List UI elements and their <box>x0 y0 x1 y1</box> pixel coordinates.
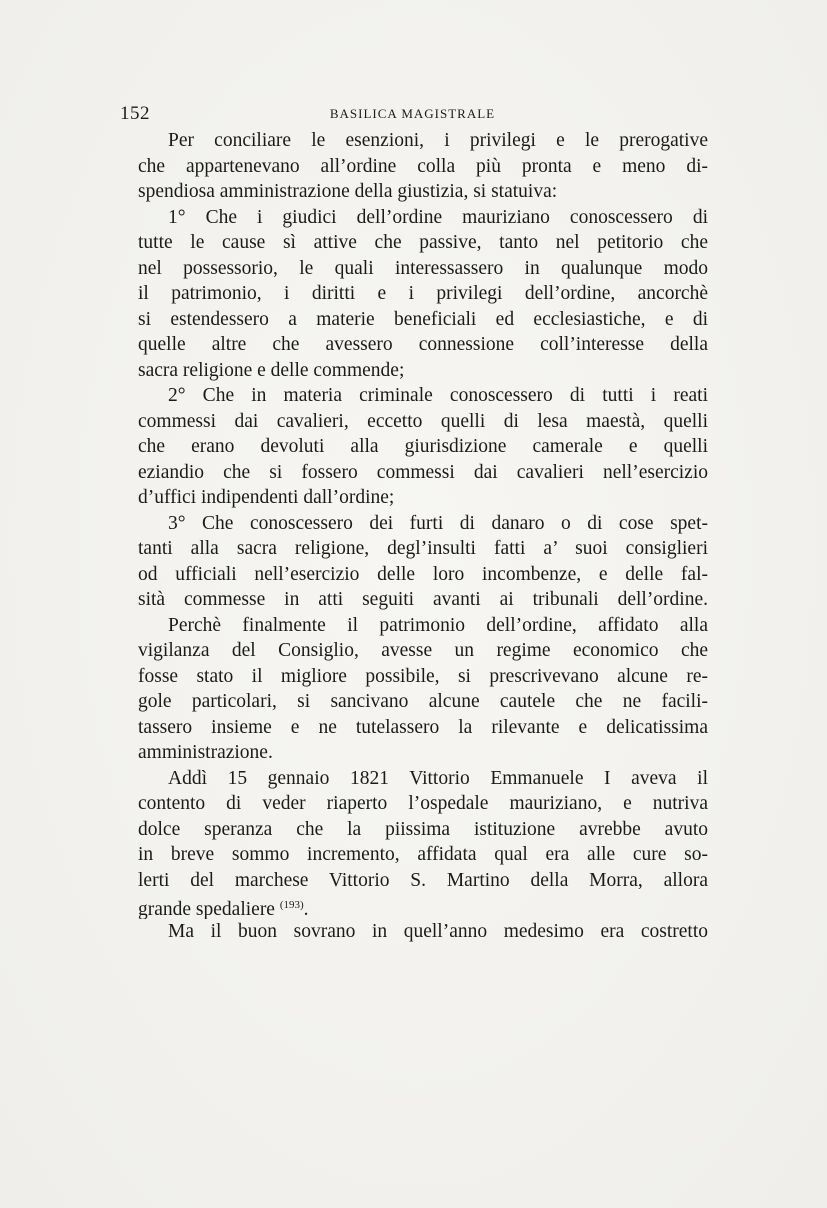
text-line <box>138 791 708 817</box>
text-line <box>138 154 708 180</box>
text-line <box>138 766 708 792</box>
line-text: sità commesse in atti seguiti avanti ai tribunali dell’ordine. <box>138 589 708 610</box>
line-text: lerti del marchese Vittorio S. Martino della Morra, allora <box>138 869 708 891</box>
line-text: Addì 15 gennaio 1821 Vittorio Emmanuele I aveva il <box>168 767 708 789</box>
text-line <box>138 842 708 868</box>
text-line <box>138 868 708 894</box>
text-line <box>138 613 708 639</box>
line-text: amministrazione. <box>138 742 273 763</box>
page-number: 152 <box>120 103 150 124</box>
line-text: eziandio che si fossero commessi dai cavalieri nell’esercizio <box>138 461 708 483</box>
line-text: quelle altre che avessero connessione coll’interesse della <box>138 334 708 355</box>
line-text: Perchè finalmente il patrimonio dell’ordine, affidato alla <box>168 614 708 636</box>
body-text <box>138 128 708 944</box>
line-text: Ma il buon sovrano in quell’anno medesimo era costretto <box>168 920 708 942</box>
line-text: gole particolari, si sancivano alcune cautele che ne facili- <box>138 691 708 712</box>
text-line <box>138 919 708 945</box>
line-text: sacra religione e delle commende; <box>138 359 405 381</box>
line-text: commessi dai cavalieri, eccetto quelli di lesa maestà, quelli <box>138 410 708 432</box>
line-text: d’uffici indipendenti dall’ordine; <box>138 487 395 508</box>
text-line <box>138 664 708 690</box>
text-line <box>138 638 708 664</box>
text-line <box>138 281 708 307</box>
line-text: Per conciliare le esenzioni, i privilegi e le prerogative <box>168 130 708 151</box>
text-line <box>138 383 708 409</box>
text-line <box>138 587 708 613</box>
text-line <box>138 230 708 256</box>
line-text: dolce speranza che la piissima istituzione avrebbe avuto <box>138 818 708 840</box>
footnote-reference: (193) <box>279 899 304 911</box>
text-line <box>138 562 708 588</box>
text-line <box>138 256 708 282</box>
page-header <box>120 103 705 127</box>
line-text: si estendessero a materie beneficiali ed ecclesiastiche, e di <box>138 308 708 330</box>
text-line <box>138 358 708 384</box>
line-text: 1° Che i giudici dell’ordine mauriziano conoscessero di <box>168 206 708 228</box>
line-text: 2° Che in materia criminale conoscessero di tutti i reati <box>168 385 708 406</box>
text-line <box>138 205 708 231</box>
text-line <box>138 893 708 919</box>
line-text: fosse stato il migliore possibile, si prescrivevano alcune re- <box>138 665 708 687</box>
line-text: vigilanza del Consiglio, avesse un regime economico che <box>138 640 708 661</box>
line-text: tassero insieme e ne tutelassero la rilevante e delicatissima <box>138 716 708 738</box>
text-line <box>138 511 708 537</box>
text-line <box>138 817 708 843</box>
text-line <box>138 434 708 460</box>
running-title: BASILICA MAGISTRALE <box>329 106 496 121</box>
text-line <box>138 307 708 333</box>
text-line <box>138 460 708 486</box>
line-text: in breve sommo incremento, affidata qual era alle cure so- <box>138 844 708 865</box>
line-text: che erano devoluti alla giurisdizione camerale e quelli <box>138 436 708 457</box>
line-text: od ufficiali nell’esercizio delle loro incombenze, e delle fal- <box>138 563 708 585</box>
text-line <box>138 536 708 562</box>
text-line <box>138 689 708 715</box>
line-text: grande spedaliere <box>138 899 275 919</box>
text-line <box>138 409 708 435</box>
text-line <box>138 485 708 511</box>
text-line <box>138 332 708 358</box>
line-text: nel possessorio, le quali interessassero in qualunque modo <box>138 257 708 279</box>
text-line <box>138 740 708 766</box>
line-text: spendiosa amministrazione della giustizia, si statuiva: <box>138 181 558 202</box>
line-text: contento di veder riaperto l’ospedale mauriziano, e nutriva <box>138 793 708 814</box>
line-text: . <box>303 899 309 919</box>
line-text: tanti alla sacra religione, degl’insulti fatti a’ suoi consiglieri <box>138 538 708 559</box>
line-text: tutte le cause sì attive che passive, tanto nel petitorio che <box>138 232 708 253</box>
line-text: che appartenevano all’ordine colla più pronta e meno di- <box>138 155 708 177</box>
text-line <box>138 715 708 741</box>
line-text: il patrimonio, i diritti e i privilegi dell’ordine, ancorchè <box>138 283 708 304</box>
text-line <box>138 128 708 154</box>
line-text: 3° Che conoscessero dei furti di danaro o di cose spet- <box>168 512 708 534</box>
text-line <box>138 179 708 205</box>
